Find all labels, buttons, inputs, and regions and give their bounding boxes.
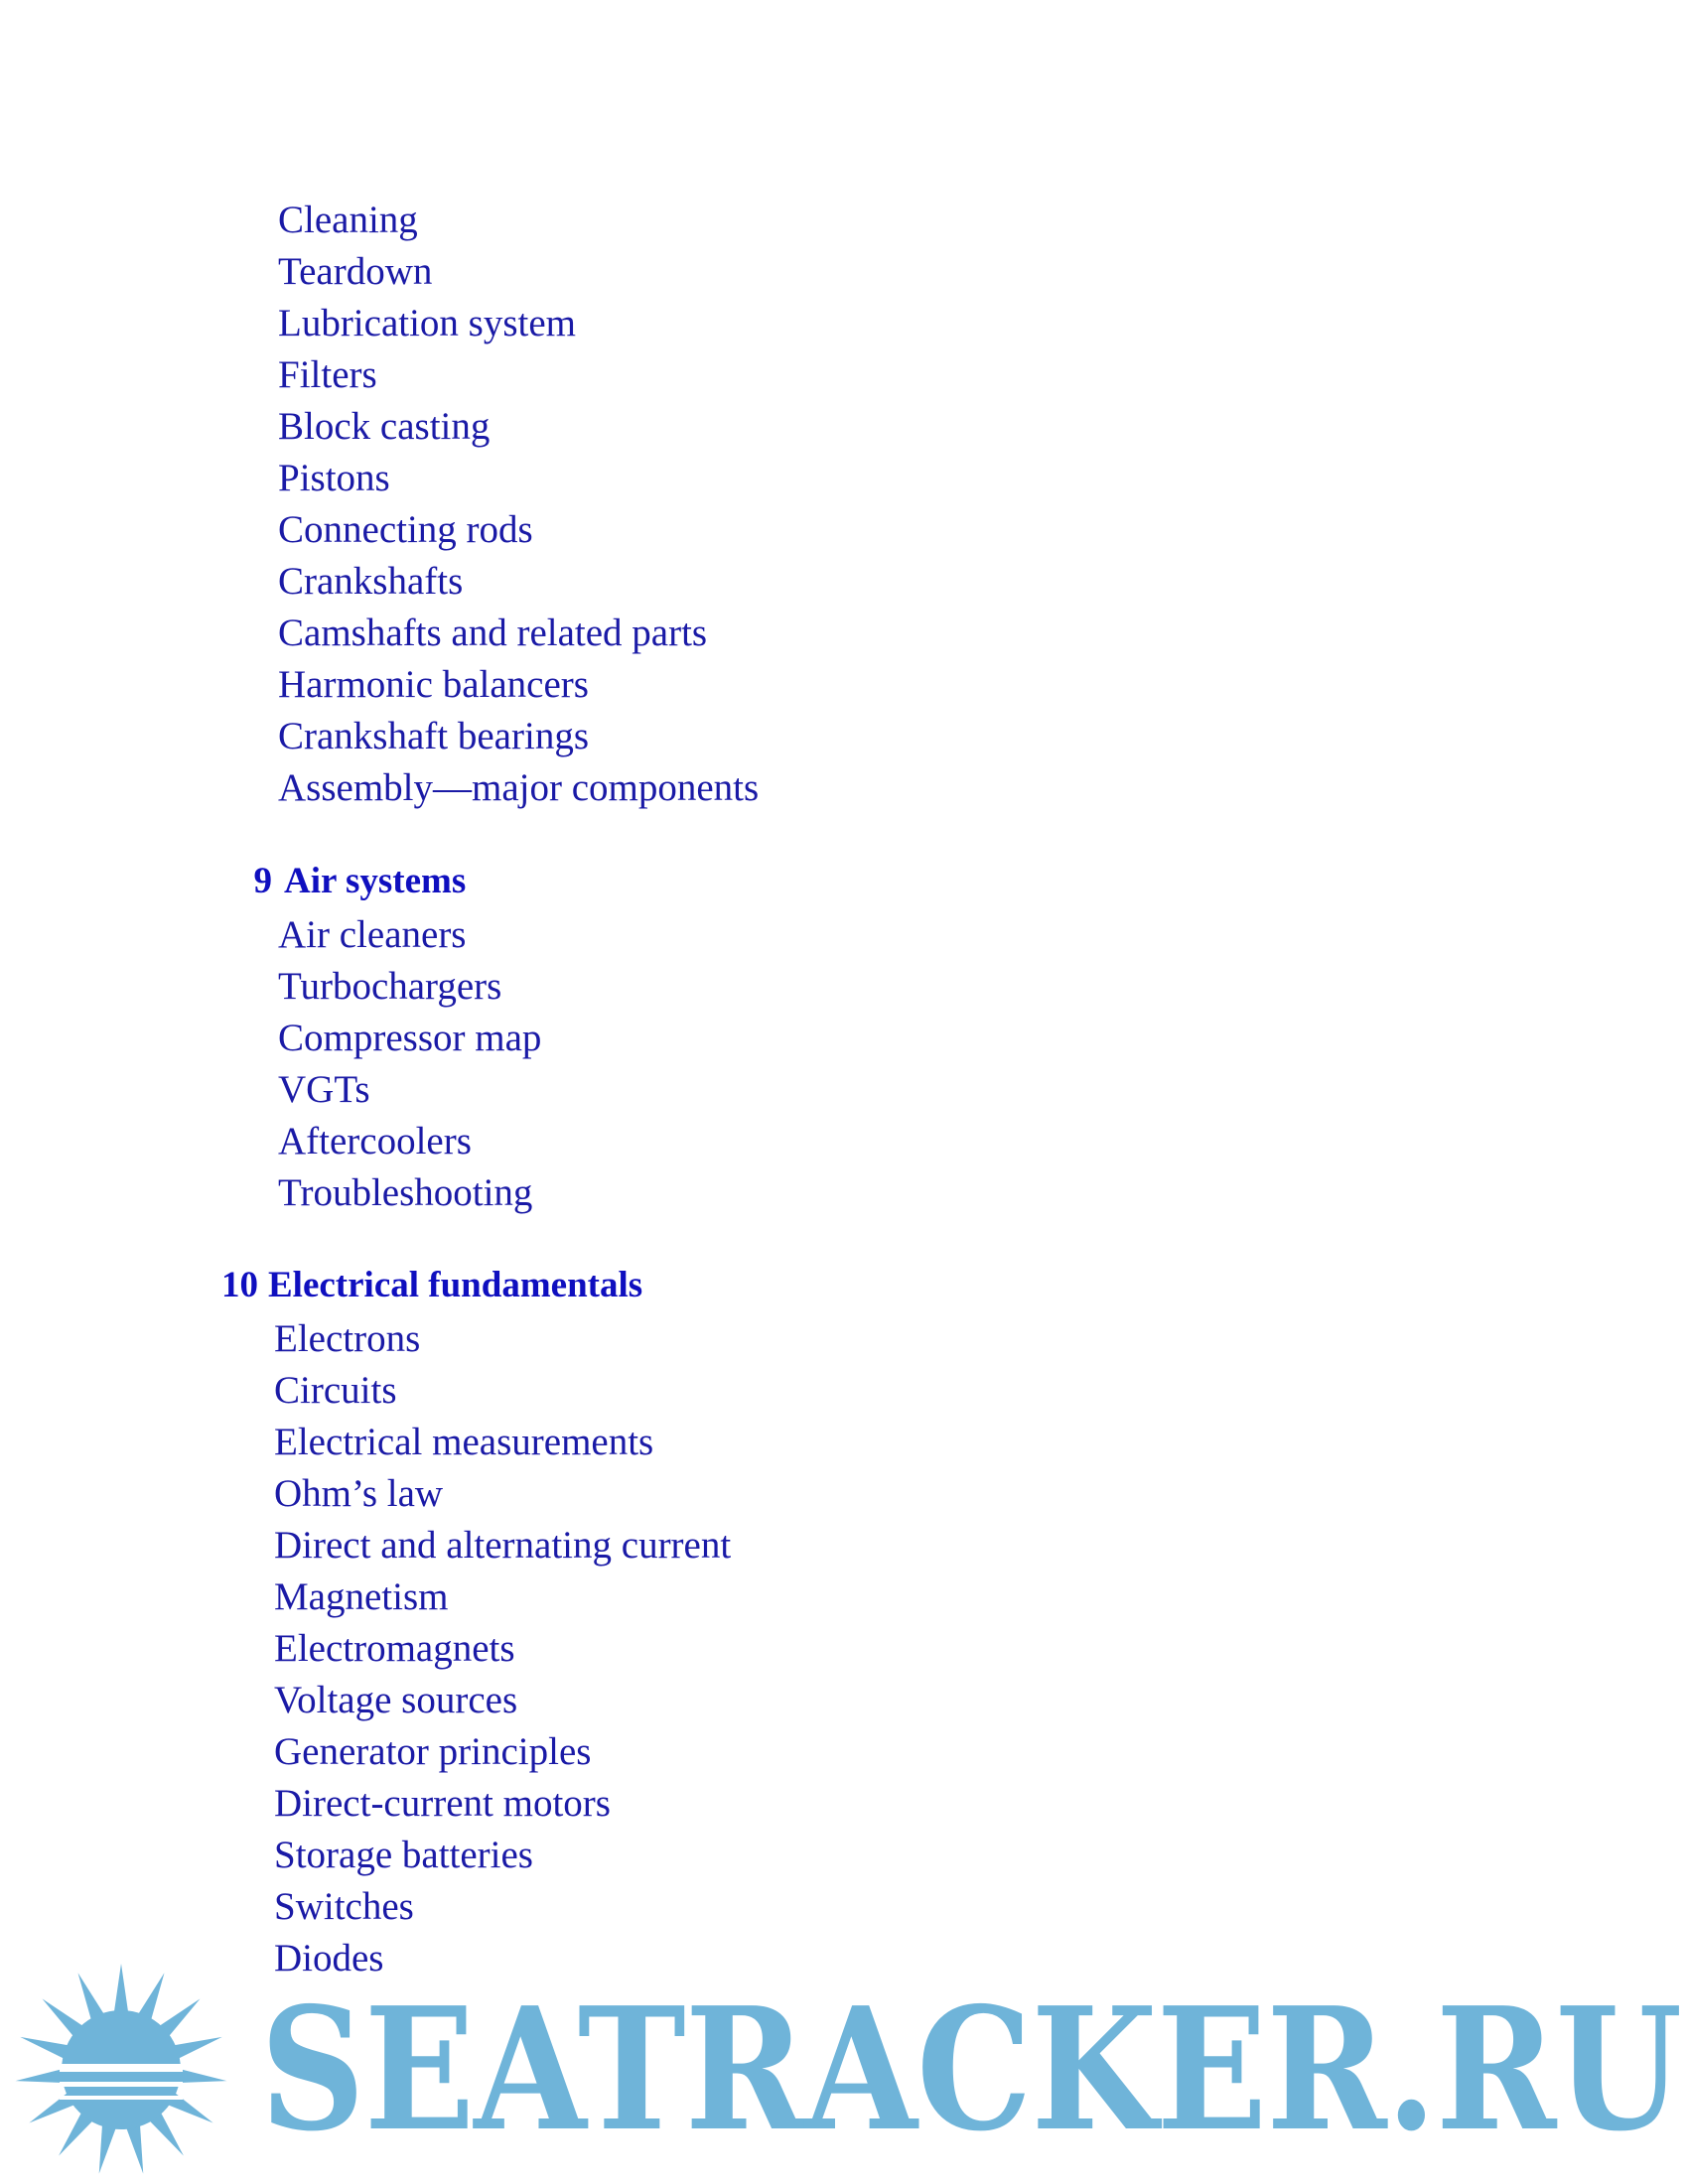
toc-item-teardown[interactable]: Teardown bbox=[278, 250, 433, 293]
toc-item-aftercoolers[interactable]: Aftercoolers bbox=[278, 1120, 472, 1162]
toc-item-camshafts[interactable]: Camshafts and related parts bbox=[278, 612, 708, 654]
toc-item-assembly[interactable]: Assembly—major components bbox=[278, 766, 760, 809]
chapter-9-heading[interactable] bbox=[236, 858, 466, 905]
toc-item-harmonic-balancers[interactable]: Harmonic balancers bbox=[278, 663, 589, 706]
toc-item-direct-alternating-current[interactable]: Direct and alternating current bbox=[274, 1524, 732, 1567]
toc-item-magnetism[interactable]: Magnetism bbox=[274, 1575, 449, 1618]
chapter-10-heading[interactable] bbox=[212, 1262, 642, 1309]
toc-item-voltage-sources[interactable]: Voltage sources bbox=[274, 1679, 518, 1721]
toc-item-cleaning[interactable]: Cleaning bbox=[278, 199, 418, 241]
chapter-9-title: Air systems bbox=[284, 861, 467, 901]
toc-item-filters[interactable]: Filters bbox=[278, 353, 377, 396]
toc-item-vgts[interactable]: VGTs bbox=[278, 1068, 370, 1111]
chapter-9-number: 9 bbox=[253, 861, 272, 901]
toc-item-diodes[interactable]: Diodes bbox=[274, 1937, 384, 1979]
toc-item-electromagnets[interactable]: Electromagnets bbox=[274, 1627, 515, 1670]
chapter-10-title: Electrical fundamentals bbox=[268, 1265, 643, 1305]
toc-item-crankshaft-bearings[interactable]: Crankshaft bearings bbox=[278, 715, 589, 757]
toc-item-circuits[interactable]: Circuits bbox=[274, 1369, 397, 1412]
toc-item-troubleshooting[interactable]: Troubleshooting bbox=[278, 1171, 533, 1214]
toc-item-pistons[interactable]: Pistons bbox=[278, 457, 390, 499]
toc-item-generator-principles[interactable]: Generator principles bbox=[274, 1730, 592, 1773]
toc-item-compressor-map[interactable]: Compressor map bbox=[278, 1017, 542, 1059]
toc-item-ohms-law[interactable]: Ohm’s law bbox=[274, 1472, 444, 1515]
toc-item-crankshafts[interactable]: Crankshafts bbox=[278, 560, 464, 603]
toc-item-lubrication-system[interactable]: Lubrication system bbox=[278, 302, 577, 344]
toc-item-connecting-rods[interactable]: Connecting rods bbox=[278, 508, 533, 551]
watermark-text: SEATRACKER.RU bbox=[260, 1971, 1682, 2169]
toc-item-switches[interactable]: Switches bbox=[274, 1885, 414, 1928]
toc-item-dc-motors[interactable]: Direct-current motors bbox=[274, 1782, 611, 1825]
toc-item-storage-batteries[interactable]: Storage batteries bbox=[274, 1834, 533, 1876]
toc-item-block-casting[interactable]: Block casting bbox=[278, 405, 491, 448]
chapter-10-number: 10 bbox=[221, 1265, 258, 1305]
toc-item-turbochargers[interactable]: Turbochargers bbox=[278, 965, 502, 1008]
toc-item-air-cleaners[interactable]: Air cleaners bbox=[278, 913, 467, 956]
toc-item-electrons[interactable]: Electrons bbox=[274, 1317, 421, 1360]
toc-item-electrical-measurements[interactable]: Electrical measurements bbox=[274, 1421, 654, 1463]
